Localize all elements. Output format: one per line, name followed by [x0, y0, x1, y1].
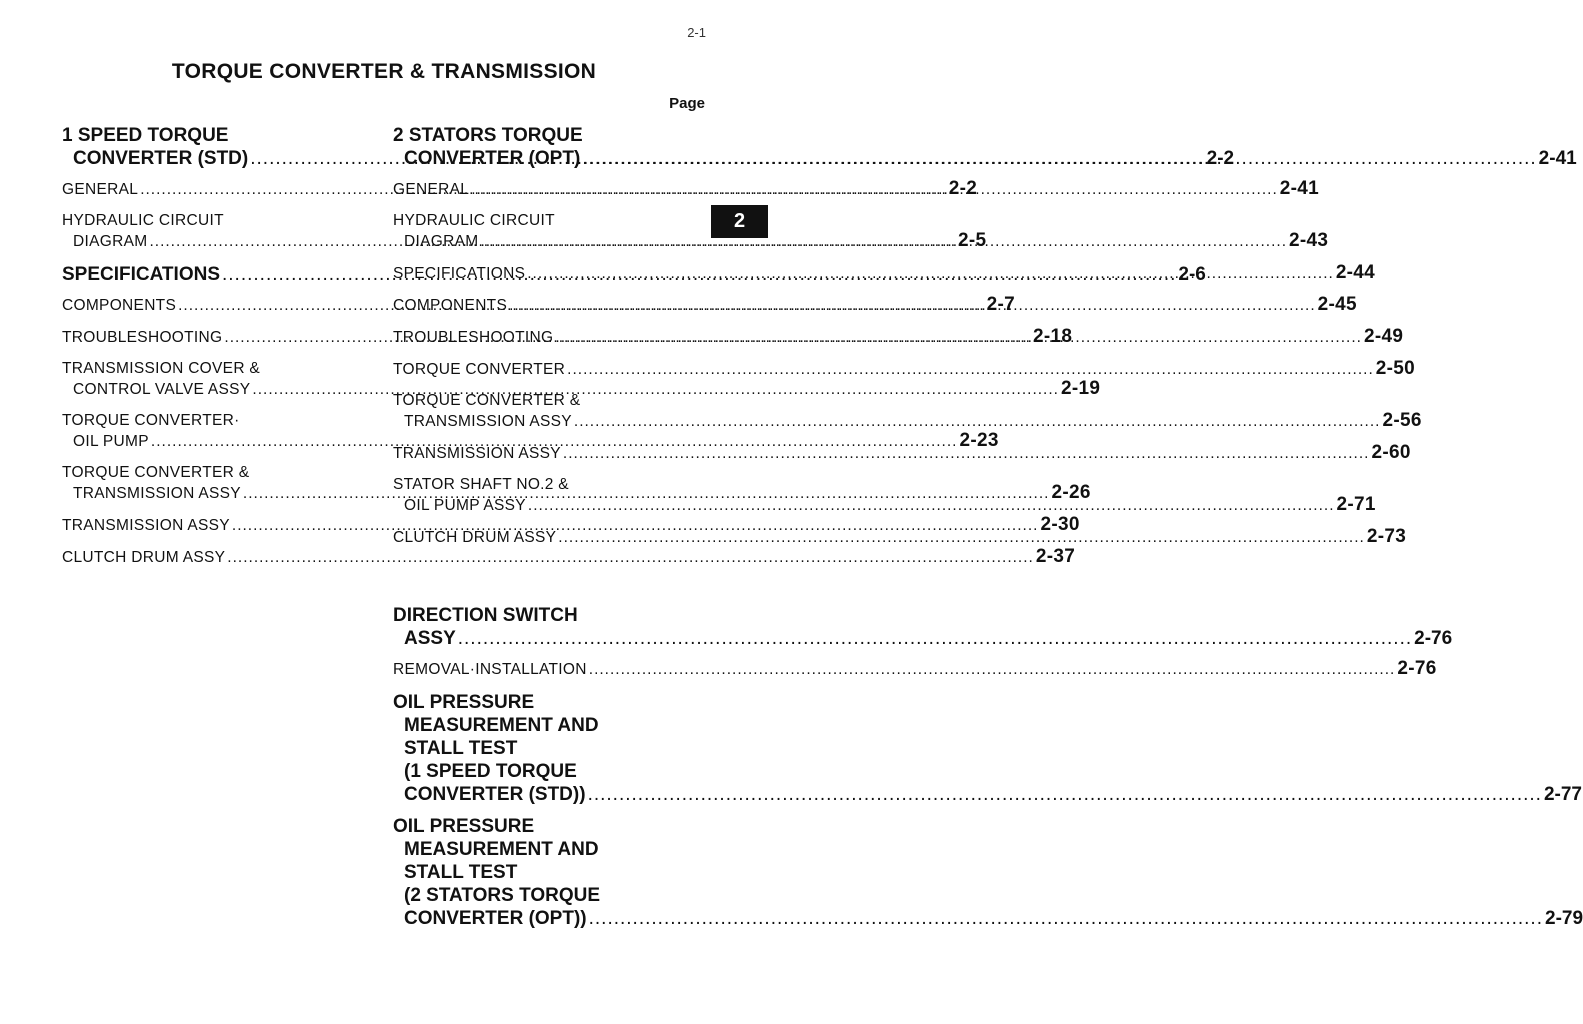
toc-entry-title: GENERAL — [393, 181, 470, 198]
toc-entry-title: TRANSMISSION ASSY — [393, 445, 561, 462]
toc-entry[interactable] — [393, 442, 1411, 464]
toc-entry-title: CLUTCH DRUM ASSY — [393, 529, 557, 546]
dot-leader — [527, 265, 1334, 282]
toc-entry-title: GENERAL — [62, 181, 139, 198]
toc-entry-title: DIRECTION SWITCH — [393, 605, 578, 626]
toc-entry-line — [62, 294, 1016, 316]
toc-entry-title: (1 SPEED TORQUE — [404, 761, 577, 782]
toc-entry-line — [62, 378, 1101, 400]
toc-entry-title: (2 STATORS TORQUE — [404, 885, 601, 906]
toc-entry-title: ASSY — [404, 628, 456, 649]
toc-entry-page: 2-77 — [1543, 784, 1582, 805]
toc-entry-title: DIAGRAM — [73, 233, 148, 250]
toc-entry-page: 2-76 — [1414, 628, 1453, 649]
toc-entry-title: TRANSMISSION ASSY — [62, 517, 230, 534]
toc-entry-line — [62, 178, 978, 200]
toc-entry-page: 2-18 — [1032, 326, 1073, 347]
spacer — [393, 559, 701, 604]
dot-leader — [528, 497, 1335, 514]
toc-entry-title: OIL PUMP — [73, 433, 149, 450]
toc-entry-title: CONVERTER (OPT)) — [404, 908, 587, 929]
toc-entry-title: MEASUREMENT AND — [404, 839, 599, 860]
toc-entry[interactable] — [393, 604, 1453, 650]
toc-entry-line — [393, 907, 1583, 930]
toc-entry-title: TROUBLESHOOTING — [393, 329, 554, 346]
toc-entry-page: 2-37 — [1035, 546, 1076, 567]
dot-leader — [589, 908, 1543, 929]
toc-entry-title: OIL PRESSURE — [393, 816, 535, 837]
toc-entry-title: CONVERTER (STD) — [73, 148, 249, 169]
toc-entry-page: 2-56 — [1382, 410, 1422, 431]
toc-entry[interactable] — [62, 514, 1080, 536]
toc-entry-page: 2-73 — [1366, 526, 1407, 547]
toc-entry-title: STALL TEST — [404, 862, 518, 883]
toc-entry-page: 2-30 — [1040, 514, 1080, 535]
toc-entry-title: TORQUE CONVERTER & — [393, 392, 581, 409]
toc-entry-title: CLUTCH DRUM ASSY — [62, 549, 226, 566]
toc-entry-page: 2-76 — [1397, 658, 1437, 679]
toc-entry-line — [393, 410, 1422, 432]
toc-entry-title: TROUBLESHOOTING — [62, 329, 223, 346]
toc-entry-title: REMOVAL·INSTALLATION — [393, 661, 587, 678]
toc-entry-page: 2-41 — [1538, 148, 1577, 169]
toc-entry-title: COMPONENTS — [393, 297, 508, 314]
toc-entry[interactable] — [62, 211, 987, 252]
toc-entry-title: TRANSMISSION ASSY — [73, 485, 241, 502]
toc-entry-page: 2-50 — [1375, 358, 1415, 379]
toc-entry-title: OIL PRESSURE — [393, 692, 535, 713]
toc-entry[interactable] — [62, 326, 1073, 348]
dot-leader — [480, 233, 1287, 250]
toc-entry[interactable] — [393, 391, 1422, 432]
toc-entry-title: CONTROL VALVE ASSY — [73, 381, 251, 398]
toc-entry-title: TRANSMISSION COVER & — [62, 360, 261, 377]
toc-entry[interactable] — [393, 815, 1583, 930]
toc-entry-page: 2-43 — [1289, 230, 1329, 251]
toc-entry-page: 2-2 — [1206, 148, 1235, 169]
toc-entry-line — [393, 358, 1415, 380]
toc-entry-page: 2-71 — [1336, 494, 1376, 515]
toc-entry-line — [393, 526, 1407, 548]
toc-entry-page: 2-60 — [1371, 442, 1411, 463]
toc-entry-line — [62, 514, 1080, 536]
toc-entry-title: SPECIFICATIONS — [393, 265, 526, 282]
toc-entry-line — [393, 658, 1437, 680]
toc-entry-title: 2 STATORS TORQUE — [393, 125, 583, 146]
toc-entry-page: 2-26 — [1051, 482, 1091, 503]
toc-entry-title: HYDRAULIC CIRCUIT — [62, 212, 224, 229]
toc-entry[interactable] — [62, 294, 1016, 316]
dot-leader — [471, 181, 1278, 198]
toc-entry-line — [62, 263, 1206, 286]
toc-entry-page: 2-2 — [948, 178, 978, 199]
toc-entry[interactable] — [62, 263, 1206, 286]
dot-leader — [509, 297, 1316, 314]
toc-entry-page: 2-7 — [986, 294, 1016, 315]
toc-entry-line — [62, 230, 987, 252]
toc-entry[interactable] — [393, 691, 1582, 806]
toc-entry-page: 2-45 — [1317, 294, 1357, 315]
toc-entry-line — [393, 494, 1376, 516]
toc-entry-title: COMPONENTS — [62, 297, 177, 314]
toc-entry-line — [62, 326, 1073, 348]
dot-leader — [563, 445, 1370, 462]
toc-entry-line — [62, 546, 1076, 568]
toc-entry[interactable] — [62, 546, 1076, 568]
toc-entry-page: 2-41 — [1279, 178, 1319, 199]
toc-entry-title: STALL TEST — [404, 738, 518, 759]
dot-leader — [567, 361, 1374, 378]
page-number: 2-1 — [687, 25, 706, 40]
section-tab[interactable]: 2 — [711, 205, 768, 238]
dot-leader — [582, 148, 1536, 169]
toc-entry-title: TORQUE CONVERTER· — [62, 412, 240, 429]
toc-entry-page: 2-19 — [1060, 378, 1101, 399]
toc-entry-page: 2-5 — [958, 230, 987, 251]
toc-entry-page: 2-44 — [1335, 262, 1376, 283]
toc-entry-line — [393, 783, 1582, 806]
document-title: TORQUE CONVERTER & TRANSMISSION — [171, 60, 597, 83]
toc-entry-title: TRANSMISSION ASSY — [404, 413, 572, 430]
toc-entry-title: HYDRAULIC CIRCUIT — [393, 212, 555, 229]
toc-entry-page: 2-6 — [1178, 264, 1206, 285]
toc-entry-title: 1 SPEED TORQUE — [62, 125, 229, 146]
toc-entry-title: STATOR SHAFT NO.2 & — [393, 476, 569, 493]
toc-entry-page: 2-49 — [1363, 326, 1404, 347]
toc-entry-title: DIAGRAM — [404, 233, 479, 250]
dot-leader — [589, 661, 1396, 678]
toc-entry-title: SPECIFICATIONS — [62, 264, 220, 285]
toc-entry-title: TORQUE CONVERTER — [393, 361, 566, 378]
toc-entry-line — [62, 430, 999, 452]
toc-entry-title: TORQUE CONVERTER & — [62, 464, 250, 481]
toc-entry-title: CONVERTER (OPT) — [404, 148, 581, 169]
page-column-label: Page — [669, 95, 705, 112]
toc-entry[interactable] — [393, 658, 1437, 680]
toc-entry[interactable] — [62, 178, 978, 200]
toc-entry-page: 2-23 — [959, 430, 999, 451]
toc-entry-page: 2-79 — [1545, 908, 1583, 929]
dot-leader — [574, 413, 1381, 430]
dot-leader — [555, 329, 1362, 346]
dot-leader — [588, 784, 1542, 805]
toc-entry-title: MEASUREMENT AND — [404, 715, 599, 736]
toc-entry-line — [393, 442, 1411, 464]
toc-entry-title: CONVERTER (STD)) — [404, 784, 586, 805]
toc-entry[interactable] — [393, 358, 1415, 380]
toc-entry[interactable] — [393, 526, 1407, 548]
dot-leader — [458, 628, 1412, 649]
dot-leader — [558, 529, 1365, 546]
toc-entry-title: OIL PUMP ASSY — [404, 497, 526, 514]
toc-entry-line — [393, 627, 1453, 650]
